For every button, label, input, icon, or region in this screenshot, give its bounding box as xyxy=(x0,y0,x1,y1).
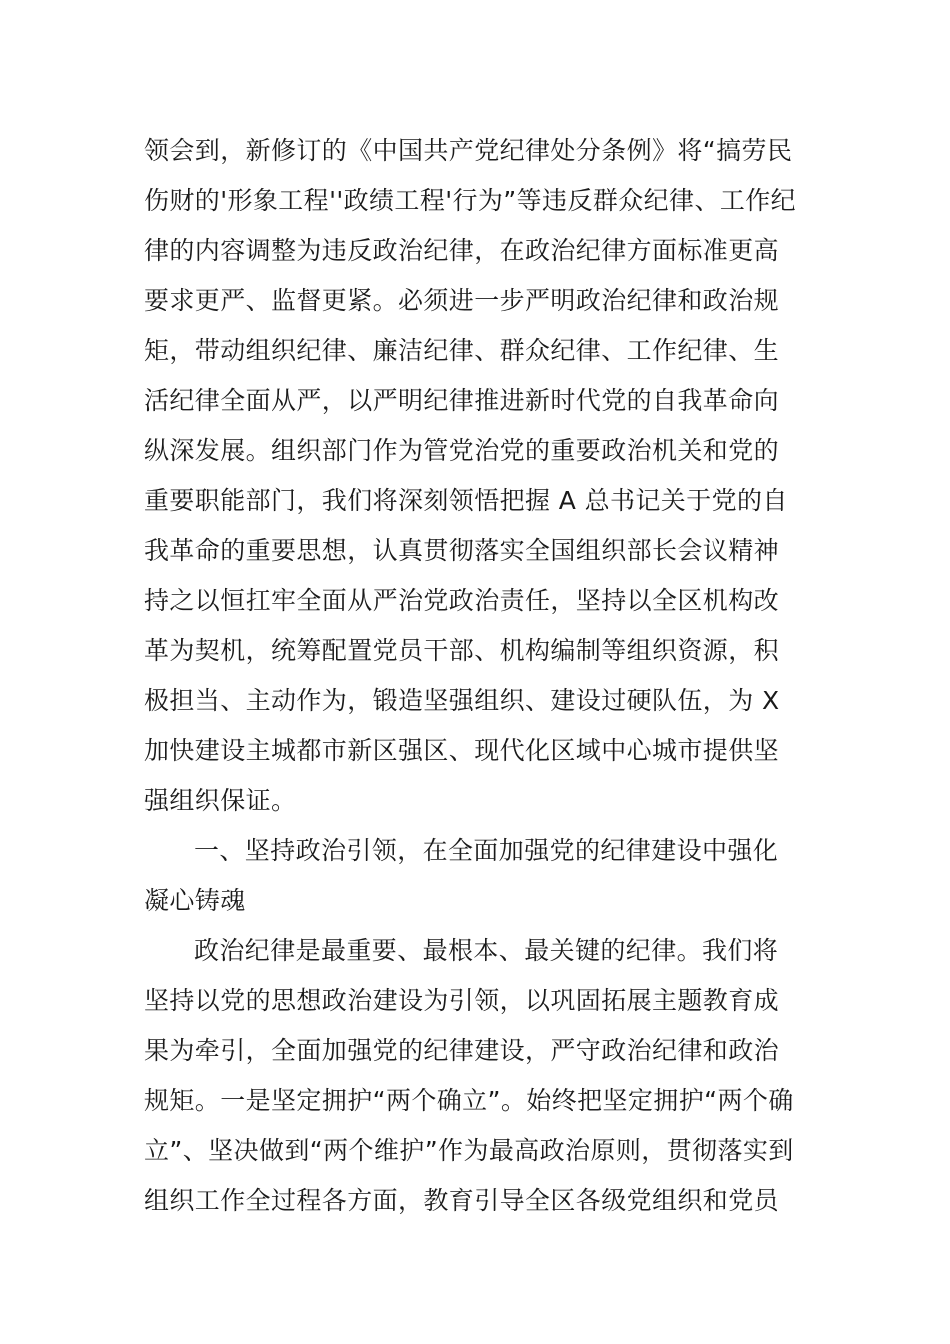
text-line: 坚持以党的思想政治建设为引领，以巩固拓展主题教育成 xyxy=(144,986,780,1015)
section-heading-line: 一、坚持政治引领，在全面加强党的纪律建设中强化 xyxy=(194,836,779,865)
text-line: 我革命的重要思想，认真贯彻落实全国组织部长会议精神 xyxy=(144,536,780,565)
text-line: 矩，带动组织纪律、廉洁纪律、群众纪律、工作纪律、生 xyxy=(144,336,780,365)
text-line: 果为牵引，全面加强党的纪律建设，严守政治纪律和政治 xyxy=(144,1036,780,1065)
text-line: 持之以恒扛牢全面从严治党政治责任，坚持以全区机构改 xyxy=(144,586,780,615)
text-line: 纵深发展。组织部门作为管党治党的重要政治机关和党的 xyxy=(144,436,780,465)
text-line: 政治纪律是最重要、最根本、最关键的纪律。我们将 xyxy=(194,936,779,965)
text-line: 组织工作全过程各方面，教育引导全区各级党组织和党员 xyxy=(144,1186,780,1215)
text-line: 强组织保证。 xyxy=(144,786,297,815)
text-line: 革为契机，统筹配置党员干部、机构编制等组织资源，积 xyxy=(144,636,780,665)
text-line: 伤财的'形象工程''政绩工程'行为”等违反群众纪律、工作纪 xyxy=(144,186,797,215)
text-line: 领会到，新修订的《中国共产党纪律处分条例》将“搞劳民 xyxy=(144,136,793,165)
text-line: 重要职能部门，我们将深刻领悟把握 A 总书记关于党的自 xyxy=(144,486,788,515)
text-line: 立”、坚决做到“两个维护”作为最高政治原则，贯彻落实到 xyxy=(144,1136,794,1165)
document-body xyxy=(144,126,808,1226)
text-line: 极担当、主动作为，锻造坚强组织、建设过硬队伍，为 X xyxy=(144,686,780,715)
text-line: 活纪律全面从严，以严明纪律推进新时代党的自我革命向 xyxy=(144,386,780,415)
text-line: 规矩。一是坚定拥护“两个确立”。始终把坚定拥护“两个确 xyxy=(144,1086,794,1115)
text-line: 律的内容调整为违反政治纪律，在政治纪律方面标准更高 xyxy=(144,236,780,265)
section-heading-line: 凝心铸魂 xyxy=(144,886,246,915)
text-line: 要求更严、监督更紧。必须进一步严明政治纪律和政治规 xyxy=(144,286,780,315)
text-line: 加快建设主城都市新区强区、现代化区域中心城市提供坚 xyxy=(144,736,780,765)
